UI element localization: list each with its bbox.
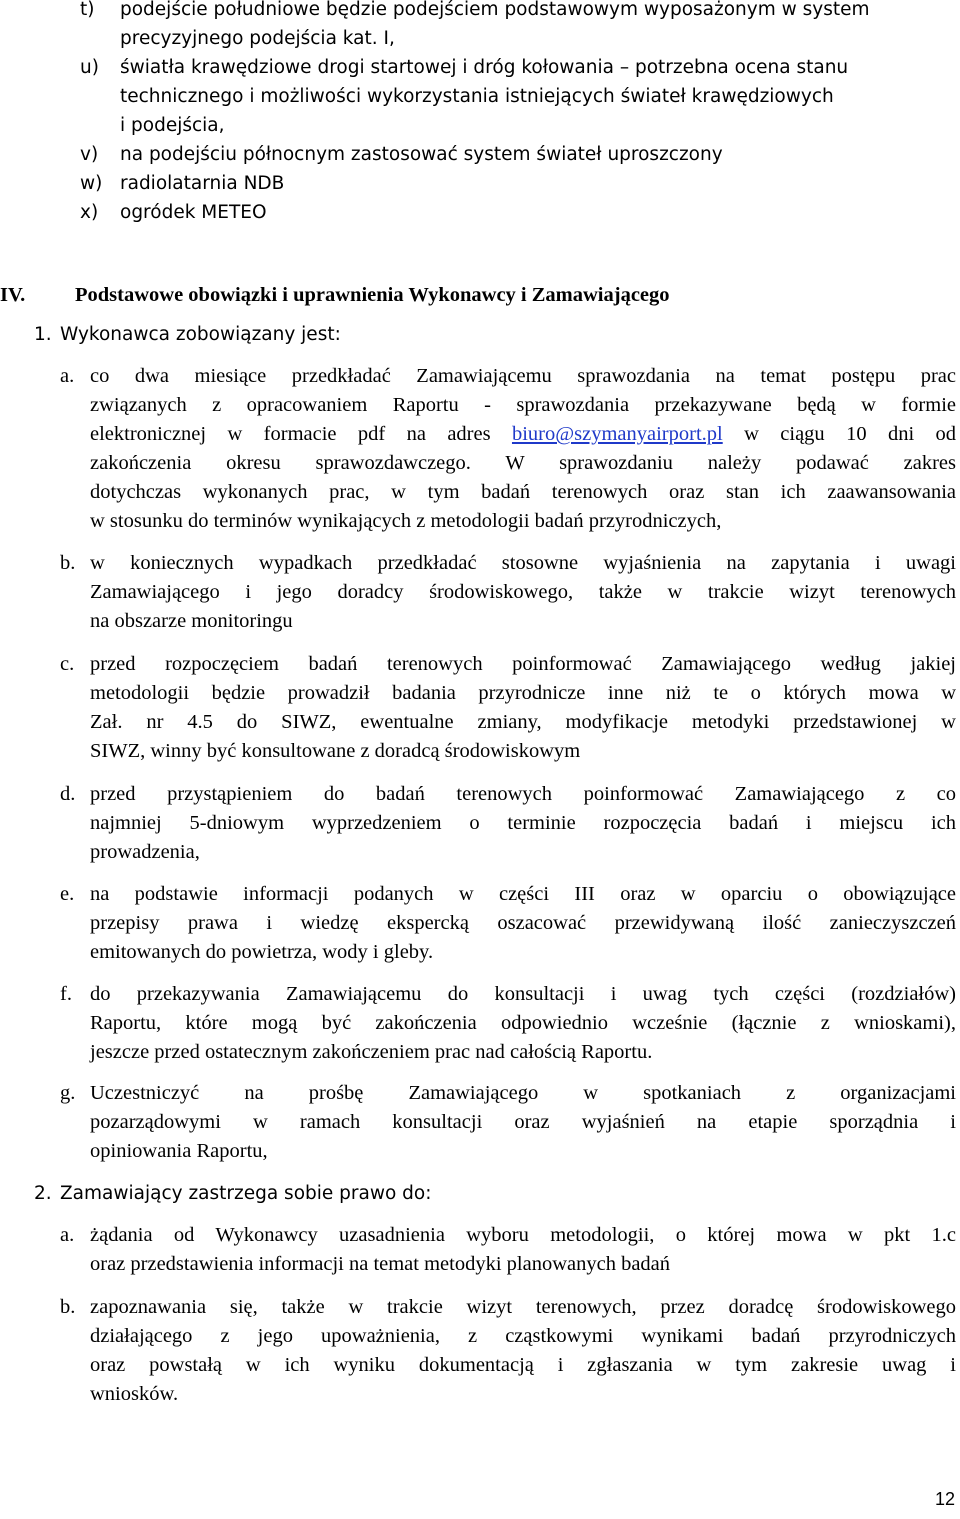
list-item-line: i podejścia, xyxy=(120,115,225,136)
item-line: oraz przedstawienia informacji na temat metodyki planowanych badań xyxy=(90,1253,671,1275)
item-marker: c. xyxy=(60,653,75,675)
item-line: przed przystąpieniem do badań terenowych poinformować Zamawiającego z co xyxy=(90,783,956,805)
list-marker: v) xyxy=(80,144,99,165)
item-line: żądania od Wykonawcy uzasadnienia wyboru metodologii, o której mowa w pkt 1.c xyxy=(90,1224,956,1246)
list-item-line: podejście południowe będzie podejściem podstawowym wyposażonym w system xyxy=(120,0,870,20)
item-line-with-link xyxy=(90,422,956,446)
item-marker: g. xyxy=(60,1082,76,1104)
item-line: SIWZ, winny być konsultowane z doradcą środowiskowym xyxy=(90,740,581,762)
item-line: związanych z opracowaniem Raportu - sprawozdania przekazywane będą w formie xyxy=(90,394,956,416)
item-marker: e. xyxy=(60,883,75,905)
list-item-line: radiolatarnia NDB xyxy=(120,173,285,194)
list-item-line: na podejściu północnym zastosować system świateł uproszczony xyxy=(120,144,723,165)
email-link[interactable]: biuro@szymanyairport.pl xyxy=(511,423,723,445)
list-marker: u) xyxy=(80,57,99,78)
page-number: 12 xyxy=(934,1489,955,1509)
item-line: przed rozpoczęciem badań terenowych poinformować Zamawiającego według jakiej xyxy=(90,653,956,675)
item-marker: a. xyxy=(60,365,75,387)
point-number: 1. xyxy=(34,324,52,345)
item-line: wniosków. xyxy=(90,1383,179,1405)
item-line: przepisy prawa i wiedzę ekspercką oszacować przewidywaną ilość zanieczyszczeń xyxy=(90,912,956,934)
item-line: Raportu, które mogą być zakończenia odpowiednio wcześnie (łącznie z wnioskami), xyxy=(90,1012,956,1034)
item-line: jeszcze przed ostatecznym zakończeniem prac nad całością Raportu. xyxy=(90,1041,653,1063)
item-text: elektronicznej w formacie pdf na adres xyxy=(90,423,491,445)
item-line: prowadzenia, xyxy=(90,841,200,863)
item-line: metodologii będzie prowadził badania przyrodnicze inne niż te o których mowa w xyxy=(90,682,956,704)
item-line: działającego z jego upoważnienia, z cząstkowymi wynikami badań przyrodniczych xyxy=(90,1325,956,1347)
item-line: zapoznawania się, także w trakcie wizyt terenowych, przez doradcę środowiskowego xyxy=(90,1296,956,1318)
item-line: pozarządowymi w ramach konsultacji oraz wyjaśnień na etapie sporządnia i xyxy=(90,1111,956,1133)
list-marker: t) xyxy=(80,0,95,20)
item-marker: d. xyxy=(60,783,76,805)
list-marker: w) xyxy=(80,173,103,194)
list-item-line: światła krawędziowe drogi startowej i dróg kołowania – potrzebna ocena stanu xyxy=(120,57,849,78)
item-marker: a. xyxy=(60,1224,75,1246)
list-item-line: technicznego i możliwości wykorzystania istniejących świateł krawędziowych xyxy=(120,86,834,107)
point-number: 2. xyxy=(34,1183,52,1204)
item-line: emitowanych do powietrza, wody i gleby. xyxy=(90,941,434,963)
item-marker: b. xyxy=(60,1296,76,1318)
list-item-line: ogródek METEO xyxy=(120,202,267,223)
item-line: Zamawiającego i jego doradcy środowiskowego, także w trakcie wizyt terenowych xyxy=(90,581,956,603)
item-line: najmniej 5-dniowym wyprzedzeniem o terminie rozpoczęcia badań i miejscu ich xyxy=(90,812,956,834)
section-title: Podstawowe obowiązki i uprawnienia Wykonawcy i Zamawiającego xyxy=(75,284,670,306)
item-text: w ciągu 10 dni od xyxy=(744,423,957,445)
item-line: zakończenia okresu sprawozdawczego. W sprawozdaniu należy podawać zakres xyxy=(90,452,956,474)
item-line: Uczestniczyć na prośbę Zamawiającego w spotkaniach z organizacjami xyxy=(90,1082,956,1104)
item-line: na podstawie informacji podanych w części III oraz w oparciu o obowiązujące xyxy=(90,883,956,905)
item-line: na obszarze monitoringu xyxy=(90,610,293,632)
item-line: dotychczas wykonanych prac, w tym badań terenowych oraz stan ich zaawansowania xyxy=(90,481,956,503)
item-line: co dwa miesiące przedkładać Zamawiającemu sprawozdania na temat postępu prac xyxy=(90,365,956,387)
list-marker: x) xyxy=(80,202,99,223)
item-line: Zał. nr 4.5 do SIWZ, ewentualne zmiany, modyfikacje metodyki przedstawionej w xyxy=(90,711,956,733)
item-marker: b. xyxy=(60,552,76,574)
point-text: Zamawiający zastrzega sobie prawo do: xyxy=(60,1183,432,1204)
section-number: IV. xyxy=(0,284,26,306)
item-marker: f. xyxy=(60,983,72,1005)
item-line: oraz powstałą w ich wyniku dokumentacją i zgłaszania w tym zakresie uwag i xyxy=(90,1354,956,1376)
item-line: w koniecznych wypadkach przedkładać stosowne wyjaśnienia na zapytania i uwagi xyxy=(90,552,956,574)
item-line: w stosunku do terminów wynikających z metodologii badań przyrodniczych, xyxy=(90,510,722,532)
item-line: opiniowania Raportu, xyxy=(90,1140,268,1162)
point-text: Wykonawca zobowiązany jest: xyxy=(60,324,341,345)
item-line: do przekazywania Zamawiającemu do konsultacji i uwag tych części (rozdziałów) xyxy=(90,983,956,1005)
list-item-line: precyzyjnego podejścia kat. I, xyxy=(120,28,395,49)
